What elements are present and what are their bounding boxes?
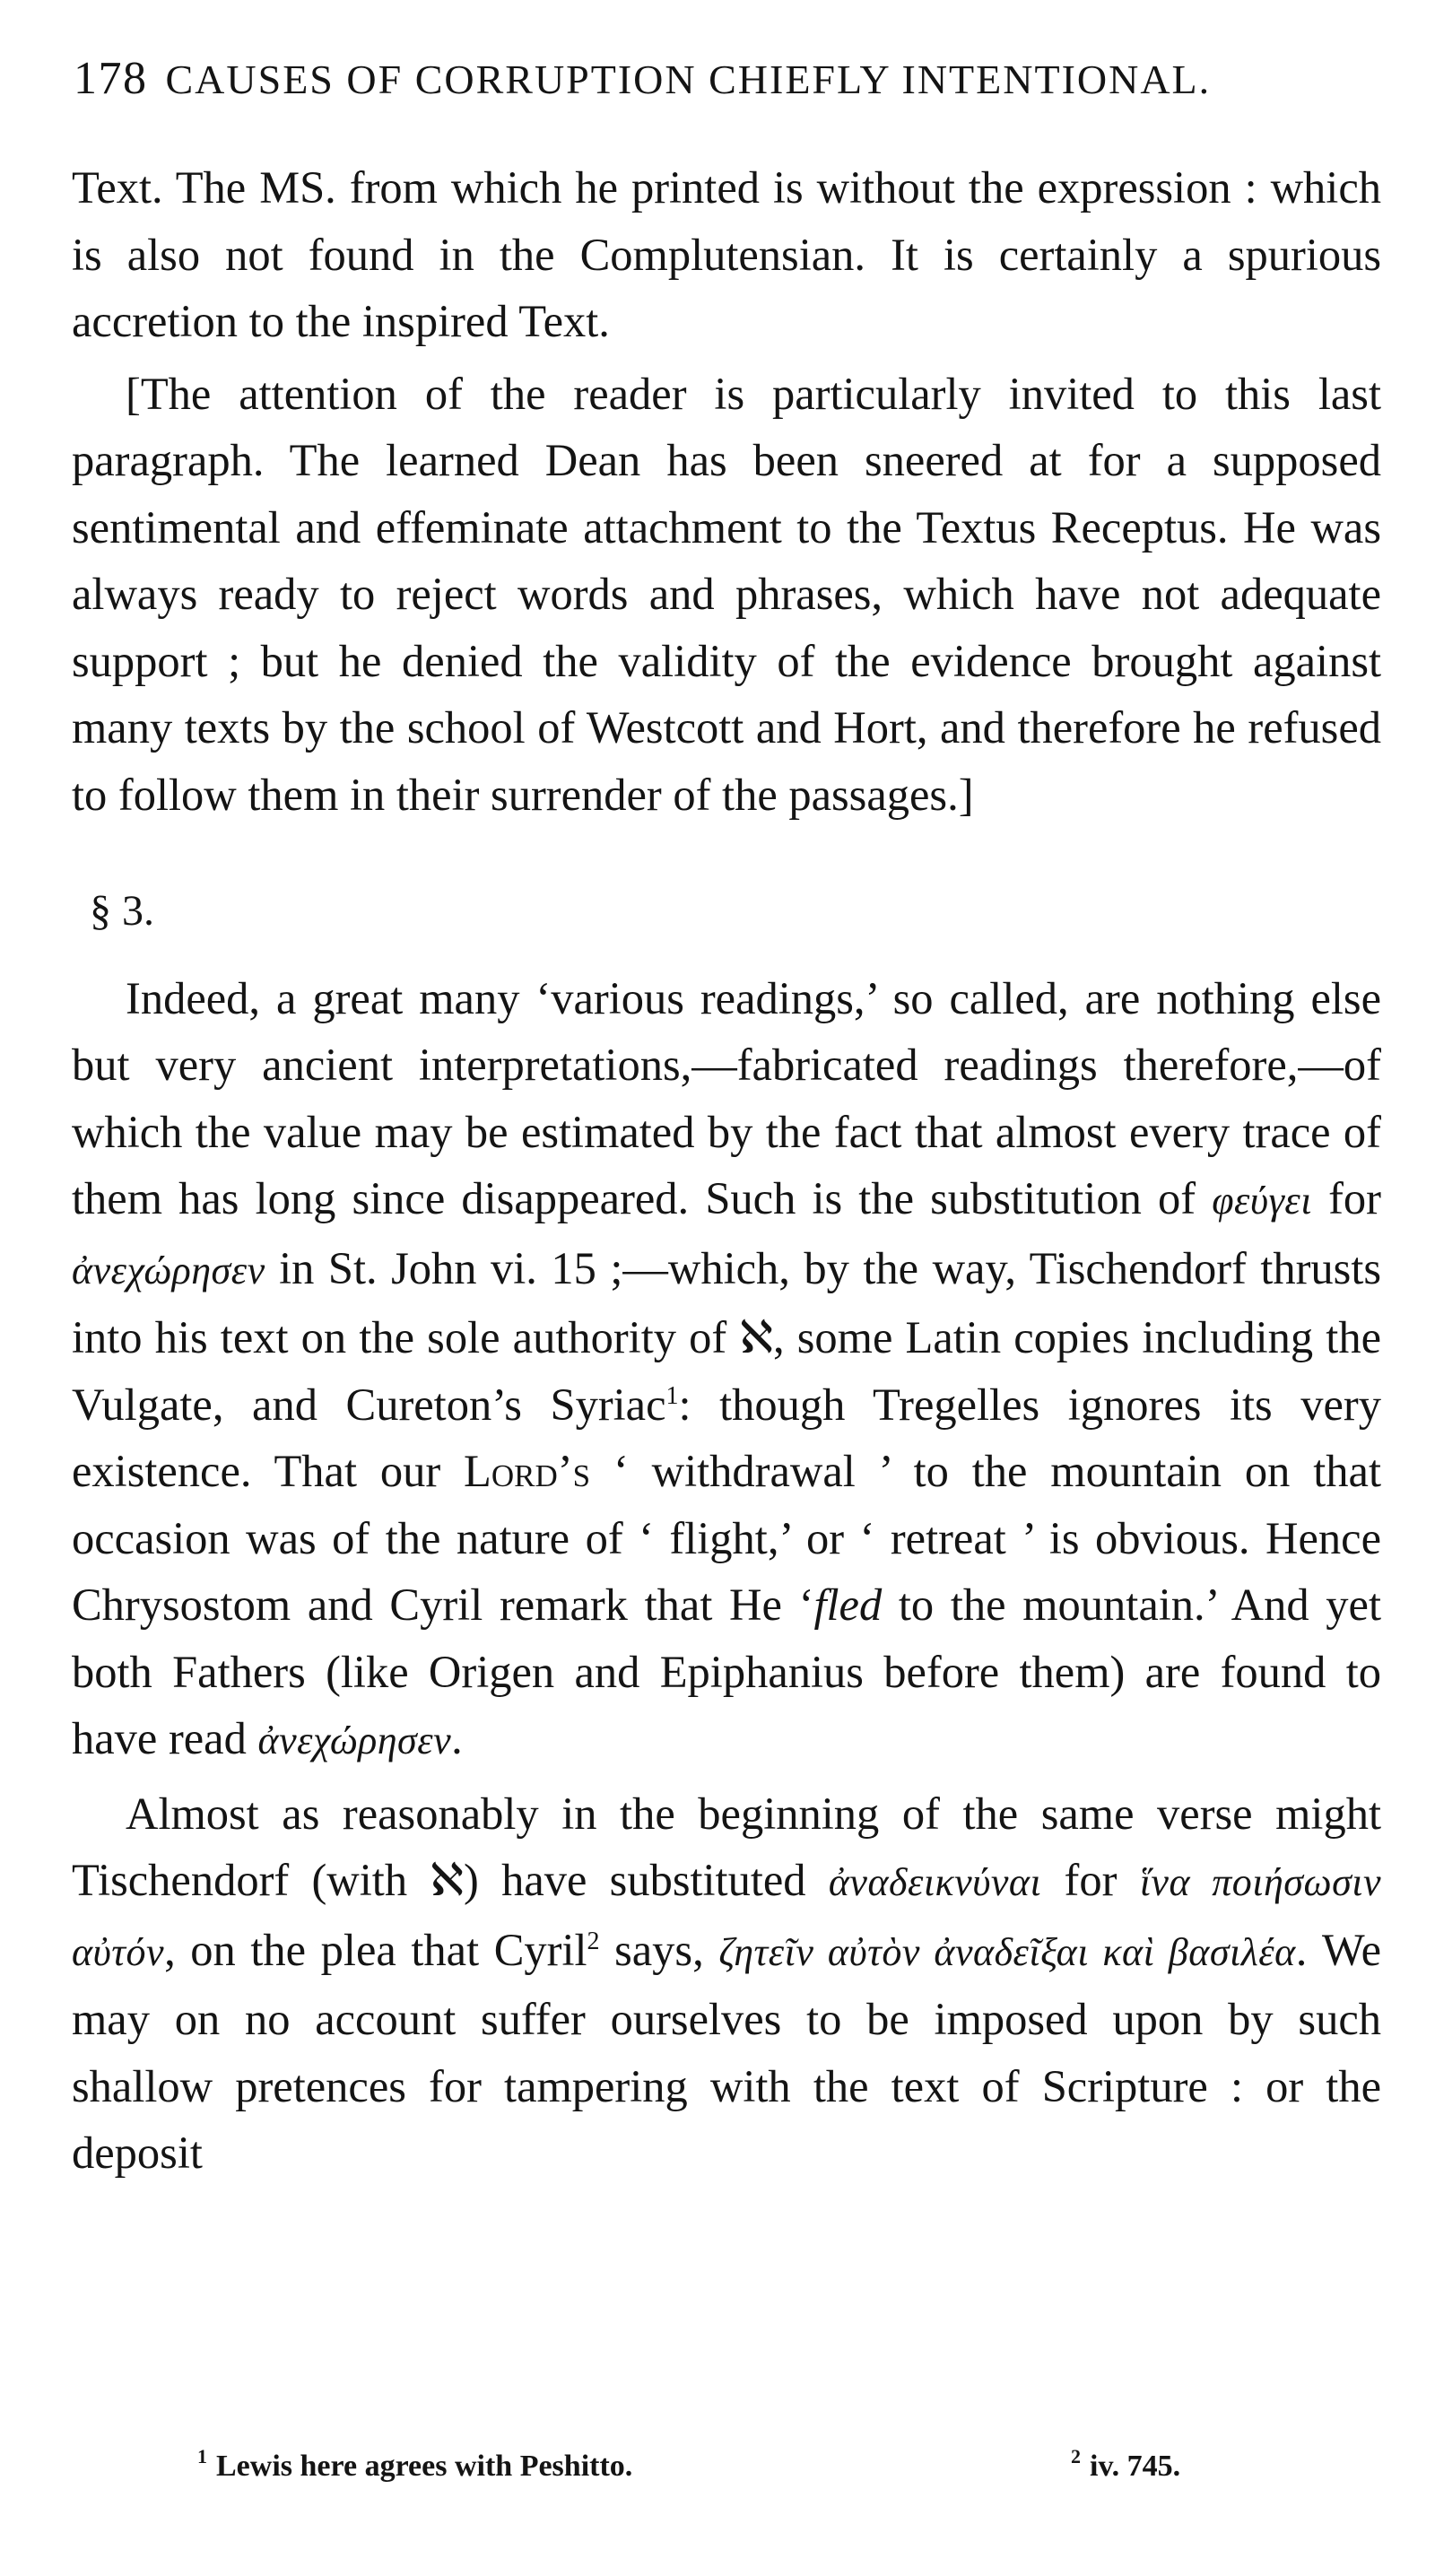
footnote-1 — [197, 2445, 632, 2484]
greek-pheugei: φεύγει — [1212, 1179, 1312, 1223]
footnote-2-mark: 2 — [1071, 2445, 1081, 2467]
p3-text-7: . — [451, 1713, 463, 1763]
greek-zetein: ζητεῖν αὐτὸν ἀναδεῖξαι καὶ βασιλέα — [718, 1929, 1296, 1974]
paragraph-2-editorial-note: [The attention of the reader is particularly invited to this last paragraph. The learned Dean has been sneered at for a supposed sentimental and effeminate attachment to the Textus Receptus. He was always ready to reject words and phrases, which have not adequate support ; but he denied the validity of the evidence brought against many texts by the school of Westcott and Hort, and therefore he refused to follow them in their surrender of the passages.] — [72, 368, 1381, 820]
p3-text-1: Indeed, a great many ‘various readings,’ so called, are nothing else but very ancient interpretations,—fabricated readings therefore,—of which the value may be estimated by the fact that almost every trace of them has long since disappeared. Such is the substitution of — [72, 972, 1381, 1223]
p4-text-2: for — [1064, 1855, 1118, 1905]
footnote-1-text: Lewis here agrees with Peshitto. — [216, 2450, 633, 2483]
section-heading: § 3. — [90, 887, 154, 935]
footnote-ref-2: 2 — [587, 1927, 600, 1955]
footnote-2-text: iv. 745. — [1090, 2450, 1181, 2483]
greek-hina-poiesosin: ἵνα ποιήσωσιν αὐτόν — [72, 1860, 1382, 1974]
main-text — [72, 154, 1381, 2187]
p3-text-5: ‘ withdrawal ’ to the mountain on that occasion was of the nature of ‘ flight,’ or ‘ retreat ’ is obvious. Hence Chrysostom and Cyril remark that He ‘ — [72, 1446, 1382, 1630]
p4-text-1: Almost as reasonably in the beginning of the same verse might Tischendorf (with ℵ) have substituted — [72, 1788, 1381, 1905]
page-number: 178 — [74, 53, 148, 104]
footnote-1-mark: 1 — [197, 2445, 207, 2467]
paragraph-4 — [72, 1780, 1381, 2187]
paragraph-1: Text. The MS. from which he printed is without the expression : which is also not found in the Complutensian. It is certainly a spurious accretion to the inspired Text. — [72, 162, 1381, 346]
footnote-2 — [1071, 2445, 1180, 2484]
p3-text-3: in St. John vi. 15 ;—which, by the way, Tischendorf thrusts into his text on the sole authority of ℵ, some Latin copies including the Vulgate, and Cureton’s Syriac — [72, 1242, 1382, 1430]
p4-text-4: says, — [614, 1924, 704, 1975]
p4-text-3: , on the plea that Cyril — [164, 1924, 587, 1975]
p3-text-2: for — [1328, 1173, 1381, 1223]
footnote-ref-1: 1 — [665, 1381, 679, 1410]
paragraph-3 — [72, 965, 1381, 1775]
greek-anechoresen: ἀνεχώρησεν — [72, 1248, 265, 1292]
fled-italic: fled — [813, 1580, 883, 1630]
p3-text-4: : though Tregelles ignores its very existence. That our — [72, 1379, 1381, 1496]
lord-small-caps: Lord’s — [464, 1446, 591, 1496]
greek-anechoresen-2: ἀνεχώρησεν — [257, 1719, 452, 1762]
running-header — [74, 52, 1383, 124]
footnotes — [72, 2445, 1381, 2499]
p3-text-6: to the mountain.’ And yet both Fathers (like Origen and Epiphanius before them) are found to have read — [72, 1580, 1382, 1763]
greek-anadeiknunai: ἀναδεικνύναι — [828, 1860, 1042, 1904]
running-title: CAUSES OF CORRUPTION CHIEFLY INTENTIONAL. — [165, 57, 1212, 102]
p4-text-5: . We may on no account suffer ourselves to be imposed upon by such shallow pretences for tampering with the text of Scripture : or the deposit — [72, 1924, 1381, 2178]
